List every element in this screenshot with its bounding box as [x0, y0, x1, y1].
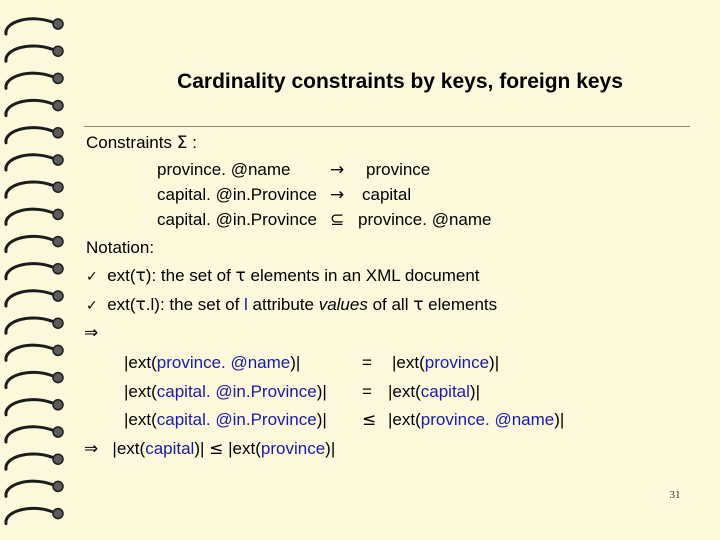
constraint-left: capital. @in.Province [157, 185, 317, 204]
notation-text: ext( [107, 266, 136, 285]
conclusion-text: )| [325, 439, 336, 458]
binding-hole [53, 454, 63, 464]
binding-ring [6, 209, 52, 224]
notation-text: elements [423, 295, 498, 314]
constraint-right: province [366, 160, 431, 179]
binding-ring [6, 182, 52, 197]
conclusion-term: province [260, 439, 326, 458]
values-emphasis: values [318, 295, 368, 314]
binding-hole [53, 481, 63, 491]
binding-hole [53, 345, 63, 355]
binding-ring [6, 372, 52, 387]
maps-to-symbol: → [330, 160, 345, 180]
binding-ring [6, 19, 52, 34]
constraint-right: capital [362, 185, 412, 204]
notation-text: ): the set of [145, 266, 236, 285]
maps-to-symbol: → [330, 185, 345, 205]
conclusion [84, 439, 335, 459]
binding-hole [53, 155, 63, 165]
tau-symbol: τ [135, 295, 146, 315]
tau-symbol: τ [135, 266, 146, 286]
equals-symbol: = [362, 382, 372, 401]
constraint-right: province. @name [358, 210, 492, 229]
binding-hole [53, 19, 63, 29]
binding-ring [6, 100, 52, 115]
binding-hole [53, 46, 63, 56]
notation-heading: Notation: [86, 238, 155, 257]
binding-ring [6, 318, 52, 333]
implies-arrow-icon: ⇒ [84, 323, 99, 343]
binding-hole [53, 427, 63, 437]
binding-hole [53, 509, 63, 519]
constraint-left: capital. @in.Province [157, 210, 317, 229]
conclusion-text: |ext( [228, 439, 261, 458]
derivation-right: |ext(province)| [392, 353, 500, 372]
slide-title: Cardinality constraints by keys, foreign keys [177, 70, 623, 93]
binding-ring [6, 508, 52, 523]
binding-ring [6, 46, 52, 61]
subset-symbol: ⊆ [330, 210, 345, 230]
binding-ring [6, 73, 52, 88]
binding-hole [53, 237, 63, 247]
constraints-colon: : [192, 133, 197, 152]
derivation-left: |ext(province. @name)| [124, 353, 301, 372]
spiral-binding-icon [0, 0, 80, 540]
notation-text: attribute [247, 295, 319, 314]
checkmark-icon: ✓ [86, 298, 98, 314]
derivation-right: |ext(capital)| [388, 382, 480, 401]
binding-hole [53, 264, 63, 274]
binding-hole [53, 291, 63, 301]
binding-ring [6, 155, 52, 170]
binding-ring [6, 236, 52, 251]
title-divider [84, 126, 690, 127]
conclusion-term: capital [145, 439, 195, 458]
notation-text: .l): the set of [145, 295, 245, 314]
notation-text: of all [367, 295, 414, 314]
conclusion-text: |ext( [112, 439, 146, 458]
checkmark-icon: ✓ [86, 269, 98, 285]
binding-hole [53, 182, 63, 192]
tau-symbol: τ [413, 295, 424, 315]
page-number: 31 [669, 489, 681, 501]
binding-hole [53, 73, 63, 83]
constraints-label: Constraints [86, 133, 172, 152]
notation-item-ext [86, 266, 480, 286]
notation-text: ext( [107, 295, 136, 314]
attribute-l: l [244, 295, 248, 314]
binding-ring [6, 427, 52, 442]
binding-hole [53, 373, 63, 383]
derivation-left: |ext(capital. @in.Province)| [124, 382, 327, 401]
binding-ring [6, 400, 52, 415]
equals-symbol: = [362, 353, 372, 372]
binding-ring [6, 345, 52, 360]
notation-item-attr [86, 295, 497, 315]
less-equal-symbol: ≤ [209, 439, 224, 459]
derivation-left: |ext(capital. @in.Province)| [124, 410, 327, 429]
binding-ring [6, 481, 52, 496]
binding-hole [53, 318, 63, 328]
conclusion-text: )| [194, 439, 205, 458]
constraints-heading [86, 133, 197, 153]
binding-ring [6, 128, 52, 143]
sigma-symbol: Σ [176, 133, 188, 153]
derivation-right: |ext(province. @name)| [388, 410, 565, 429]
binding-ring [6, 264, 52, 279]
implies-arrow-icon: ⇒ [84, 439, 99, 459]
binding-ring [6, 291, 52, 306]
binding-ring [6, 454, 52, 469]
less-equal-symbol: ≤ [362, 410, 377, 430]
binding-hole [53, 400, 63, 410]
notation-text: elements in an XML document [245, 266, 480, 285]
binding-hole [53, 101, 63, 111]
binding-hole [53, 209, 63, 219]
tau-symbol: τ [235, 266, 246, 286]
constraint-left: province. @name [157, 160, 291, 179]
binding-hole [53, 128, 63, 138]
